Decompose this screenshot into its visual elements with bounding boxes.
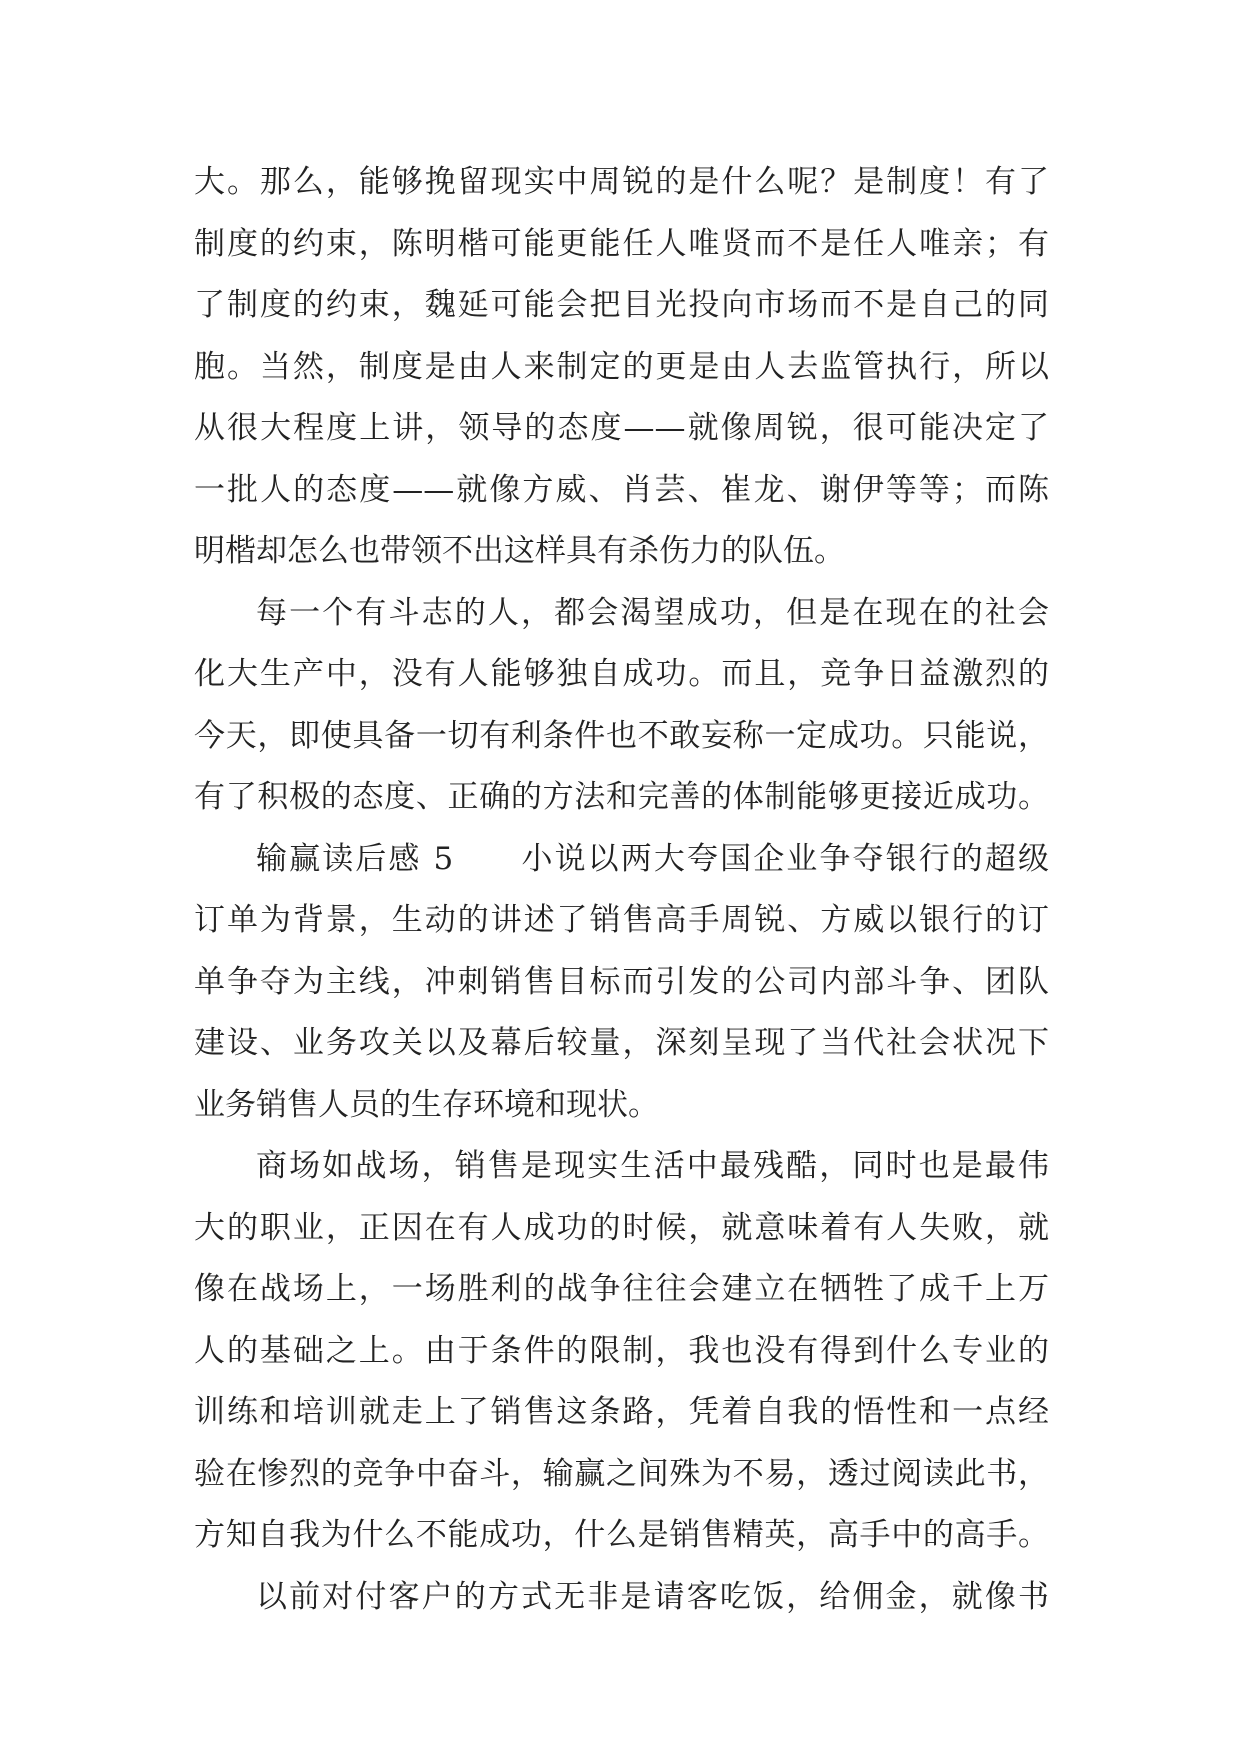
text-line: 大的职业，正因在有人成功的时候，就意味着有人失败，就 xyxy=(194,1209,1049,1246)
text-line: 训练和培训就走上了销售这条路，凭着自我的悟性和一点经 xyxy=(194,1394,1049,1430)
text-line: 建设、业务攻关以及幕后较量，深刻呈现了当代社会状况下 xyxy=(194,1025,1049,1061)
paragraph-first-line: 商场如战场，销售是现实生活中最残酷，同时也是最伟 xyxy=(256,1148,1049,1184)
text-line: 从很大程度上讲，领导的态度——就像周锐，很可能决定了 xyxy=(194,410,1049,446)
text-line: 有了积极的态度、正确的方法和完善的体制能够更接近成功。 xyxy=(194,779,1049,815)
text-line: 胞。当然，制度是由人来制定的更是由人去监管执行，所以 xyxy=(194,348,1049,385)
body-text xyxy=(194,152,1049,1628)
text-line: 订单为背景，生动的讲述了销售高手周锐、方威以银行的订 xyxy=(194,902,1049,938)
text-line: 单争夺为主线，冲刺销售目标而引发的公司内部斗争、团队 xyxy=(194,963,1049,1000)
text-line: 一批人的态度——就像方威、肖芸、崔龙、谢伊等等；而陈 xyxy=(194,471,1049,508)
text-line: 人的基础之上。由于条件的限制，我也没有得到什么专业的 xyxy=(194,1332,1049,1369)
text-line: 验在惨烈的竞争中奋斗，输赢之间殊为不易，透过阅读此书， xyxy=(194,1455,1049,1492)
text-line: 像在战场上，一场胜利的战争往往会建立在牺牲了成千上万 xyxy=(194,1271,1049,1307)
text-line: 业务销售人员的生存环境和现状。 xyxy=(194,1086,659,1123)
section-heading-line: 输赢读后感 5 小说以两大夸国企业争夺银行的超级 xyxy=(256,840,1049,877)
text-line: 大。那么，能够挽留现实中周锐的是什么呢？是制度！有了 xyxy=(194,164,1049,200)
paragraph-first-line: 每一个有斗志的人，都会渴望成功，但是在现在的社会 xyxy=(256,594,1049,631)
text-line: 了制度的约束，魏延可能会把目光投向市场而不是自己的同 xyxy=(194,287,1049,323)
paragraph-first-line: 以前对付客户的方式无非是请客吃饭，给佣金，就像书 xyxy=(256,1578,1049,1615)
text-line: 方知自我为什么不能成功，什么是销售精英，高手中的高手。 xyxy=(194,1517,1049,1553)
text-line: 今天，即使具备一切有利条件也不敢妄称一定成功。只能说， xyxy=(194,717,1049,754)
text-line: 制度的约束，陈明楷可能更能任人唯贤而不是任人唯亲；有 xyxy=(194,225,1049,262)
text-line: 化大生产中，没有人能够独自成功。而且，竞争日益激烈的 xyxy=(194,656,1049,692)
text-line: 明楷却怎么也带领不出这样具有杀伤力的队伍。 xyxy=(194,533,845,569)
